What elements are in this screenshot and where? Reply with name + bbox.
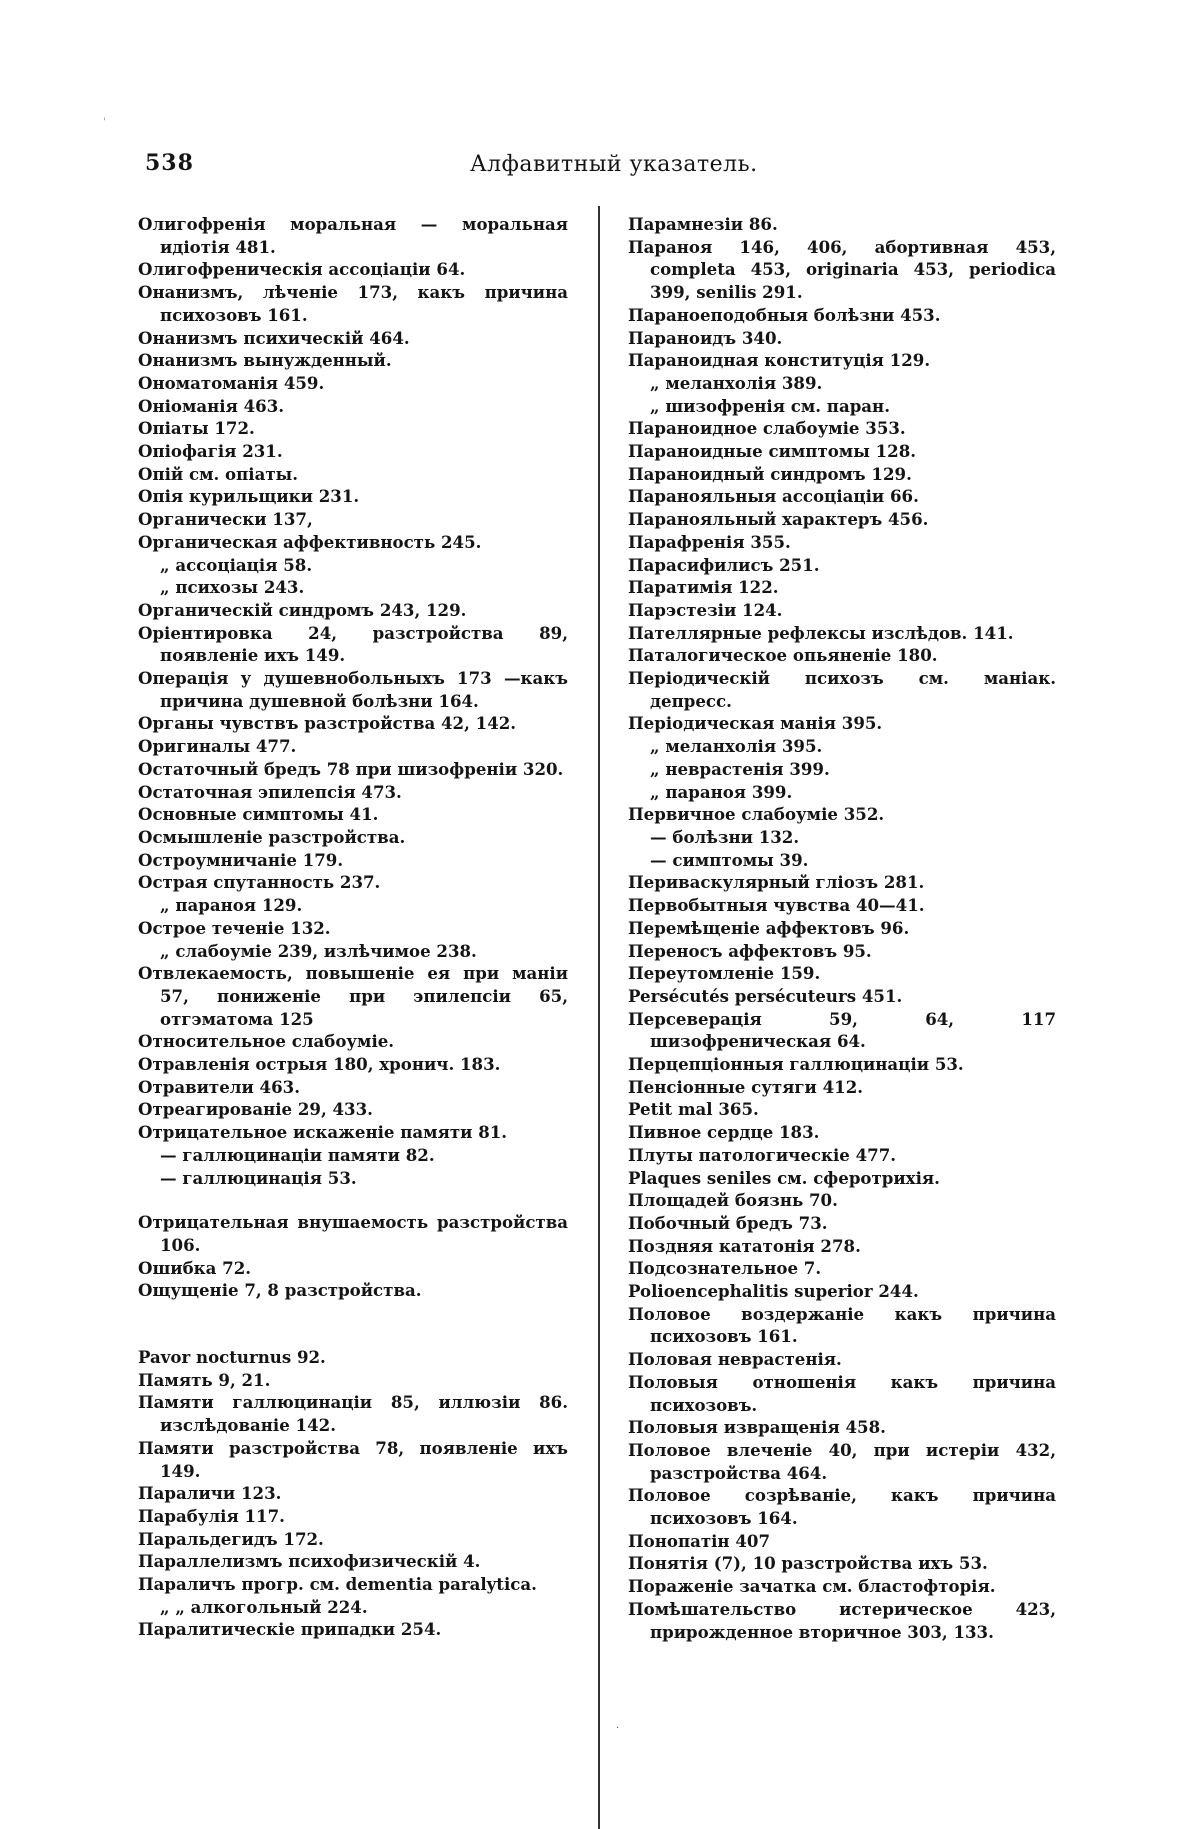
page-number: 538 bbox=[145, 150, 194, 176]
index-entry: Параноидные симптомы 128. bbox=[628, 441, 917, 462]
index-entry: Petit mal 365. bbox=[628, 1099, 759, 1120]
index-entry: Понопатін 407 bbox=[628, 1530, 770, 1551]
index-subentry: „ неврастенія 399. bbox=[650, 758, 830, 779]
index-entry: Первичное слабоуміе 352. bbox=[628, 804, 885, 825]
index-entry: Ошибка 72. bbox=[138, 1257, 252, 1278]
entry-gap bbox=[138, 1302, 568, 1324]
index-entry: Памяти галлюцинаціи 85, иллюзіи 86. изслѣдованіе 142. bbox=[138, 1392, 568, 1436]
index-entry: Параноидный синдромъ 129. bbox=[628, 463, 912, 484]
index-entry: Органы чувствъ разстройства 42, 142. bbox=[138, 713, 517, 734]
index-entry: Опіаты 172. bbox=[138, 418, 255, 439]
index-entry: Половое созрѣваніе, какъ причина психозовъ 164. bbox=[628, 1485, 1056, 1529]
index-entry: Pavor nocturnus 92. bbox=[138, 1347, 326, 1368]
index-entry: Половая неврастенія. bbox=[628, 1349, 842, 1370]
index-entry: Органическая аффективность 245. bbox=[138, 531, 482, 552]
index-entry: Пораженіе зачатка см. бластофторія. bbox=[628, 1576, 996, 1597]
index-entry: Persécutés persécuteurs 451. bbox=[628, 985, 903, 1006]
index-entry: Ощущеніе 7, 8 разстройства. bbox=[138, 1280, 422, 1301]
index-entry: Перцепціонныя галлюцинаціи 53. bbox=[628, 1054, 964, 1075]
index-subentry: — галлюцинація 53. bbox=[160, 1167, 357, 1188]
index-entry: Періодическая манія 395. bbox=[628, 713, 883, 734]
index-entry: Паратимія 122. bbox=[628, 577, 779, 598]
index-entry: Онанизмъ вынужденный. bbox=[138, 350, 392, 371]
index-subentry: — галлюцинаціи памяти 82. bbox=[160, 1144, 435, 1165]
index-entry: Опій см. опіаты. bbox=[138, 463, 299, 484]
index-entry: Перемѣщеніе аффектовъ 96. bbox=[628, 917, 910, 938]
index-subentry: — болѣзни 132. bbox=[650, 826, 800, 847]
index-column-right bbox=[628, 213, 1056, 1643]
index-entry: Отвлекаемость, повышеніе ея при маніи 57, пониженіе при эпилепсіи 65, отгэматома 125 bbox=[138, 963, 568, 1029]
stray-mark: ' bbox=[103, 117, 106, 128]
index-entry: Оніоманія 463. bbox=[138, 395, 285, 416]
index-entry: Площадей боязнь 70. bbox=[628, 1190, 838, 1211]
index-entry: Отравители 463. bbox=[138, 1076, 300, 1097]
index-entry: Паранояльныя ассоціаціи 66. bbox=[628, 486, 919, 507]
index-subentry: „ меланхолія 389. bbox=[650, 372, 823, 393]
index-entry: Параноидное слабоуміе 353. bbox=[628, 418, 906, 439]
index-entry: Опіофагія 231. bbox=[138, 441, 283, 462]
index-entry: Polioencephalitis superior 244. bbox=[628, 1281, 919, 1302]
index-entry: Переутомленіе 159. bbox=[628, 963, 821, 984]
index-entry: Органическій синдромъ 243, 129. bbox=[138, 599, 467, 620]
index-entry: Периваскулярный гліозъ 281. bbox=[628, 872, 925, 893]
index-entry: Парамнезіи 86. bbox=[628, 214, 778, 234]
index-subentry: „ параноя 399. bbox=[650, 781, 793, 802]
index-entry: Половое воздержаніе какъ причина психозовъ 161. bbox=[628, 1303, 1056, 1347]
index-subentry: — симптомы 39. bbox=[650, 849, 809, 870]
index-entry: Параличъ прогр. см. dementia paralytica. bbox=[138, 1574, 537, 1595]
index-entry: Паральдегидъ 172. bbox=[138, 1528, 324, 1549]
index-entry: Половое влеченіе 40, при истеріи 432, разстройства 464. bbox=[628, 1439, 1056, 1483]
index-entry: Первобытныя чувства 40—41. bbox=[628, 895, 925, 916]
index-entry: Парэстезіи 124. bbox=[628, 599, 783, 620]
stray-dot: · bbox=[616, 1723, 620, 1734]
index-entry: Пивное сердце 183. bbox=[628, 1122, 820, 1143]
index-subentry: „ психозы 243. bbox=[160, 577, 305, 598]
index-entry: Парафренія 355. bbox=[628, 531, 791, 552]
index-entry: Параллелизмъ психофизическій 4. bbox=[138, 1551, 481, 1572]
index-entry: Отравленія острыя 180, хронич. 183. bbox=[138, 1054, 501, 1075]
index-entry: Переносъ аффектовъ 95. bbox=[628, 940, 872, 961]
index-entry: Періодическій психозъ см. маніак. депресс. bbox=[628, 668, 1056, 711]
index-entry: Параноеподобныя болѣзни 453. bbox=[628, 304, 941, 325]
index-entry: Основные симптомы 41. bbox=[138, 804, 379, 825]
index-entry: Парасифилисъ 251. bbox=[628, 554, 820, 575]
index-subentry: „ „ алкогольный 224. bbox=[160, 1596, 368, 1617]
running-title: Алфавитный указатель. bbox=[470, 152, 758, 177]
index-entry: Половыя отношенія какъ причина психозовъ. bbox=[628, 1371, 1056, 1415]
index-column-left bbox=[138, 213, 568, 1641]
index-entry: Оріентировка 24, разстройства 89, появленіе ихъ 149. bbox=[138, 622, 568, 666]
index-entry: Понятія (7), 10 разстройства ихъ 53. bbox=[628, 1553, 988, 1574]
index-entry: Относительное слабоуміе. bbox=[138, 1031, 395, 1052]
index-entry: Помѣшательство истерическое 423, прирожденное вторичное 303, 133. bbox=[628, 1598, 1056, 1642]
index-entry: Паранояльный характеръ 456. bbox=[628, 509, 929, 530]
index-entry: Пенсіонные сутяги 412. bbox=[628, 1076, 864, 1097]
index-entry: Пателлярные рефлексы изслѣдов. 141. bbox=[628, 622, 1014, 643]
index-entry: Побочный бредъ 73. bbox=[628, 1212, 828, 1233]
index-entry: Поздняя кататонія 278. bbox=[628, 1235, 861, 1256]
index-entry: Плуты патологическіе 477. bbox=[628, 1144, 897, 1165]
index-entry: Оригиналы 477. bbox=[138, 736, 297, 757]
index-entry: Память 9, 21. bbox=[138, 1369, 271, 1390]
index-entry: Отреагированіе 29, 433. bbox=[138, 1099, 373, 1120]
index-entry: Персеверація 59, 64, 117 шизофреническая 64. bbox=[628, 1008, 1056, 1052]
entry-gap bbox=[138, 1324, 568, 1346]
index-entry: Парабулія 117. bbox=[138, 1505, 285, 1526]
index-entry: Памяти разстройства 78, появленіе ихъ 149. bbox=[138, 1437, 568, 1481]
index-entry: Остаточный бредъ 78 при шизофреніи 320. bbox=[138, 758, 564, 779]
index-entry: Осмышленіе разстройства. bbox=[138, 826, 406, 847]
index-entry: Половыя извращенія 458. bbox=[628, 1417, 886, 1438]
index-entry: Острая спутанность 237. bbox=[138, 872, 381, 893]
index-entry: Онанизмъ, лѣченіе 173, какъ причина психозовъ 161. bbox=[138, 282, 568, 325]
index-entry: Отрицательное искаженіе памяти 81. bbox=[138, 1122, 508, 1143]
index-entry: Паралитическіе припадки 254. bbox=[138, 1619, 442, 1640]
index-entry: Паталогическое опьяненіе 180. bbox=[628, 645, 938, 666]
index-entry: Ономатоманія 459. bbox=[138, 372, 325, 393]
index-entry: Параноя 146, 406, абортивная 453, completa 453, originaria 453, periodica 399, senilis 291. bbox=[628, 236, 1056, 303]
index-entry: Подсознательное 7. bbox=[628, 1258, 822, 1279]
index-entry: Опія курильщики 231. bbox=[138, 486, 360, 507]
index-entry: Параноидная конституція 129. bbox=[628, 350, 931, 371]
index-entry: Операція у душевнобольныхъ 173 —какъ причина душевной болѣзни 164. bbox=[138, 668, 568, 711]
index-subentry: „ слабоуміе 239, излѣчимое 238. bbox=[160, 940, 477, 961]
index-entry: Олигофреническія ассоціаціи 64. bbox=[138, 259, 466, 280]
entry-gap bbox=[138, 1189, 568, 1211]
index-entry: Отрицательная внушаемость разстройства 106. bbox=[138, 1212, 568, 1255]
index-entry: Параличи 123. bbox=[138, 1483, 282, 1504]
index-entry: Остаточная эпилепсія 473. bbox=[138, 781, 402, 802]
index-entry: Олигофренія моральная — моральная идіотія 481. bbox=[138, 214, 568, 257]
index-entry: Параноидъ 340. bbox=[628, 327, 783, 348]
index-subentry: „ шизофренія см. паран. bbox=[650, 395, 890, 416]
index-subentry: „ меланхолія 395. bbox=[650, 736, 823, 757]
column-divider bbox=[598, 206, 600, 1829]
index-entry: Органически 137, bbox=[138, 509, 313, 530]
index-entry: Острое теченіе 132. bbox=[138, 917, 331, 938]
index-subentry: „ параноя 129. bbox=[160, 895, 303, 916]
index-entry: Онанизмъ психическій 464. bbox=[138, 327, 410, 348]
index-subentry: „ ассоціація 58. bbox=[160, 554, 313, 575]
index-entry: Остроумничаніе 179. bbox=[138, 849, 344, 870]
index-entry: Plaques seniles см. сферотрихія. bbox=[628, 1167, 940, 1188]
